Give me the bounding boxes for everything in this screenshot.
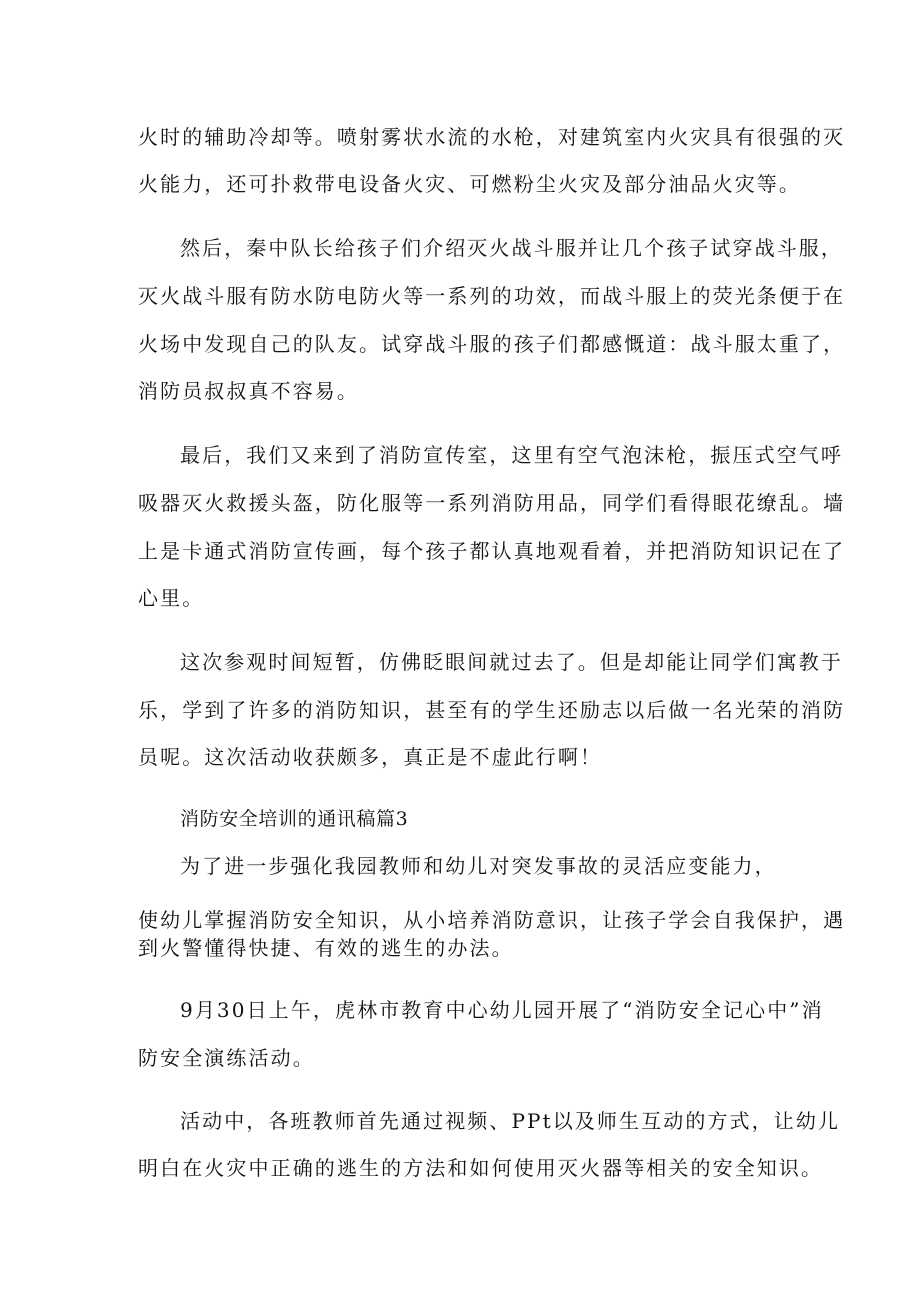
section-paragraph-3-line-2: 防安全演练活动。	[138, 1046, 315, 1070]
paragraph-1-line-2: 火能力，还可扑救带电设备火灾、可燃粉尘火灾及部分油品火灾等。	[138, 172, 801, 196]
paragraph-2-line-2: 灭火战斗服有防水防电防火等一系列的功效，而战斗服上的荧光条便于在	[138, 284, 846, 308]
section-paragraph-2-line-1: 使幼儿掌握消防安全知识，从小培养消防意识，让孩子学会自我保护，遇	[138, 908, 846, 932]
paragraph-2-line-4: 消防员叔叔真不容易。	[138, 379, 359, 403]
section-paragraph-4-line-1: 活动中，各班教师首先通过视频、PPt以及师生互动的方式，让幼儿	[180, 1109, 841, 1133]
paragraph-3-line-2: 吸器灭火救援头盔，防化服等一系列消防用品，同学们看得眼花缭乱。墙	[138, 491, 846, 515]
paragraph-2-line-3: 火场中发现自己的队友。试穿战斗服的孩子们都感慨道：战斗服太重了，	[138, 332, 846, 356]
paragraph-4-line-1: 这次参观时间短暂，仿佛眨眼间就过去了。但是却能让同学们寓教于	[180, 650, 843, 674]
section-paragraph-1-line-1: 为了进一步强化我园教师和幼儿对突发事故的灵活应变能力，	[180, 854, 777, 878]
paragraph-3-line-1: 最后，我们又来到了消防宣传室，这里有空气泡沫枪，振压式空气呼	[180, 443, 843, 467]
section-paragraph-4-line-2: 明白在火灾中正确的逃生的方法和如何使用灭火器等相关的安全知识。	[138, 1156, 824, 1180]
paragraph-4-line-3: 员呢。这次活动收获颇多，真正是不虚此行啊！	[138, 745, 603, 769]
paragraph-4-line-2: 乐，学到了许多的消防知识，甚至有的学生还励志以后做一名光荣的消防	[138, 698, 846, 722]
paragraph-2-line-1: 然后，秦中队长给孩子们介绍灭火战斗服并让几个孩子试穿战斗服，	[180, 236, 843, 260]
paragraph-3-line-3: 上是卡通式消防宣传画，每个孩子都认真地观看着，并把消防知识记在了	[138, 539, 846, 563]
paragraph-1-line-1: 火时的辅助冷却等。喷射雾状水流的水枪，对建筑室内火灾具有很强的灭	[138, 125, 846, 149]
section-paragraph-2-line-2: 到火警懂得快捷、有效的逃生的办法。	[138, 936, 514, 960]
section-paragraph-3-line-1: 9月30日上午，虎林市教育中心幼儿园开展了“消防安全记心中”消	[180, 998, 824, 1022]
section-title: 消防安全培训的通讯稿篇3	[180, 808, 409, 830]
paragraph-3-line-4: 心里。	[138, 586, 205, 610]
